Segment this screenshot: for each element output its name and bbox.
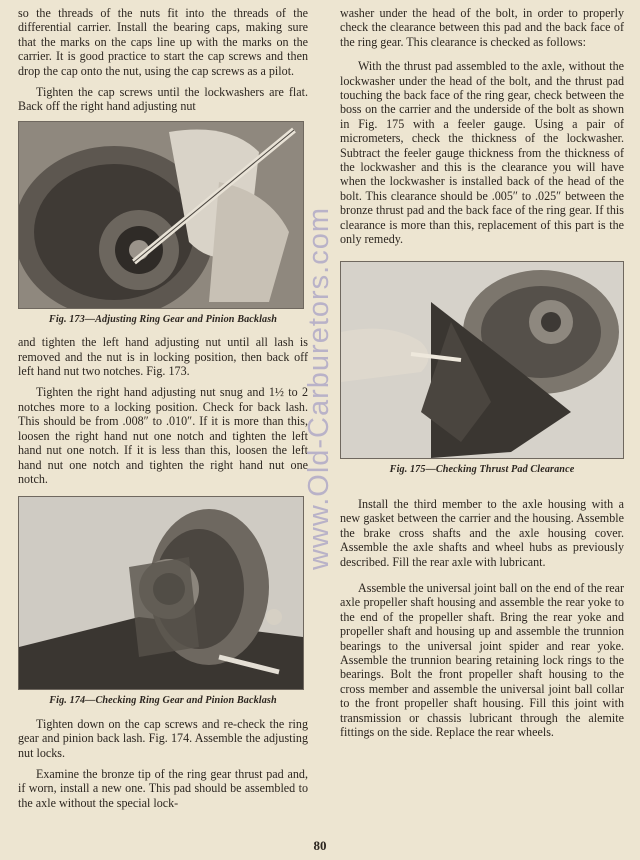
paragraph: Tighten the right hand adjusting nut snug and 1½ to 2 notches more to a locking position. Check for back lash. This should be from .008″ to .010″. If it is more than this, loosen the right hand nut one notch and tighten the left hand nut one notch. If it is less than this, loosen the left hand nut one notch and tighten the right hand nut one notch. bbox=[18, 385, 308, 486]
watermark-text: www.Old-Carburetors.com bbox=[303, 206, 336, 570]
paragraph: so the threads of the nuts fit into the threads of the differential carrier. Install the bearing caps, making sure that the marks on the caps line up with the marks on the carrier. It is good practice to start the cap screws and then drop the cap onto the nut, using the cap screws as a pilot. bbox=[18, 6, 308, 78]
paragraph: Tighten down on the cap screws and re-check the ring gear and pinion back lash. Fig. 174. Assemble the adjusting nut locks. bbox=[18, 716, 308, 760]
paragraph: washer under the head of the bolt, in order to properly check the clearance between this pad and the back face of the ring gear. This clearance is checked as follows: bbox=[340, 6, 624, 49]
fig-174-photo bbox=[18, 496, 304, 690]
fig-173-photo bbox=[18, 121, 304, 309]
paragraph: With the thrust pad assembled to the axle, without the lockwasher under the head of the bolt, and the thrust pad touching the back face of the ring gear, check between the boss on the carrier and the underside of the bolt as shown in Fig. 175 with a feeler gauge. Using a pair of micrometers, check the thickness of the lockwasher. Subtract the feeler gauge thickness from the thickness of the lockwasher and this is the clearance you will have when the lockwasher is installed back of the head of the bolt. This clearance should be .005″ to .025″ between the bronze thrust pad and the back face of the ring gear. If this clearance is more than this, replacement of this part is the only remedy. bbox=[340, 59, 624, 247]
figure-caption: Fig. 173—Adjusting Ring Gear and Pinion Backlash bbox=[48, 313, 278, 325]
watermark bbox=[300, 18, 340, 758]
paragraph: Install the third member to the axle housing with a new gasket between the carrier and the housing. Assemble the brake cross shafts and the axle housing cover. Assemble the axle shafts and wheel hubs as previously described. Fill the rear axle with lubricant. bbox=[340, 496, 624, 569]
paragraph: Assemble the universal joint ball on the end of the rear axle propeller shaft housing and assemble the rear yoke to the end of the propeller shaft. Bring the rear yoke and propeller shaft and housing up and assemble the trunnion bearings to the universal joint spider and rear yoke. Assemble the trunnion bearing retaining lock rings to the bearings. Bolt the front propeller shaft housing to the cross member and assemble the universal joint ball collar to the front propeller shaft housing. Fill this joint with transmission or chassis lubricant through the alemite fittings on the side. Replace the rear wheels. bbox=[340, 580, 624, 739]
paragraph: Examine the bronze tip of the ring gear thrust pad and, if worn, install a new one. This pad should be assembled to the axle without the special lock- bbox=[18, 766, 308, 810]
fig-175-photo bbox=[340, 261, 624, 459]
paragraph: and tighten the left hand adjusting nut until all lash is removed and the nut is in locking position, then back off left hand nut two notches. Fig. 173. bbox=[18, 335, 308, 379]
right-column bbox=[340, 6, 624, 746]
figure-caption: Fig. 174—Checking Ring Gear and Pinion Backlash bbox=[49, 695, 277, 707]
figure-caption: Fig. 175—Checking Thrust Pad Clearance bbox=[389, 463, 575, 475]
paragraph: Tighten the cap screws until the lockwashers are flat. Back off the right hand adjusting nut bbox=[18, 85, 308, 114]
left-column bbox=[18, 6, 308, 817]
page-number: 80 bbox=[313, 838, 327, 853]
